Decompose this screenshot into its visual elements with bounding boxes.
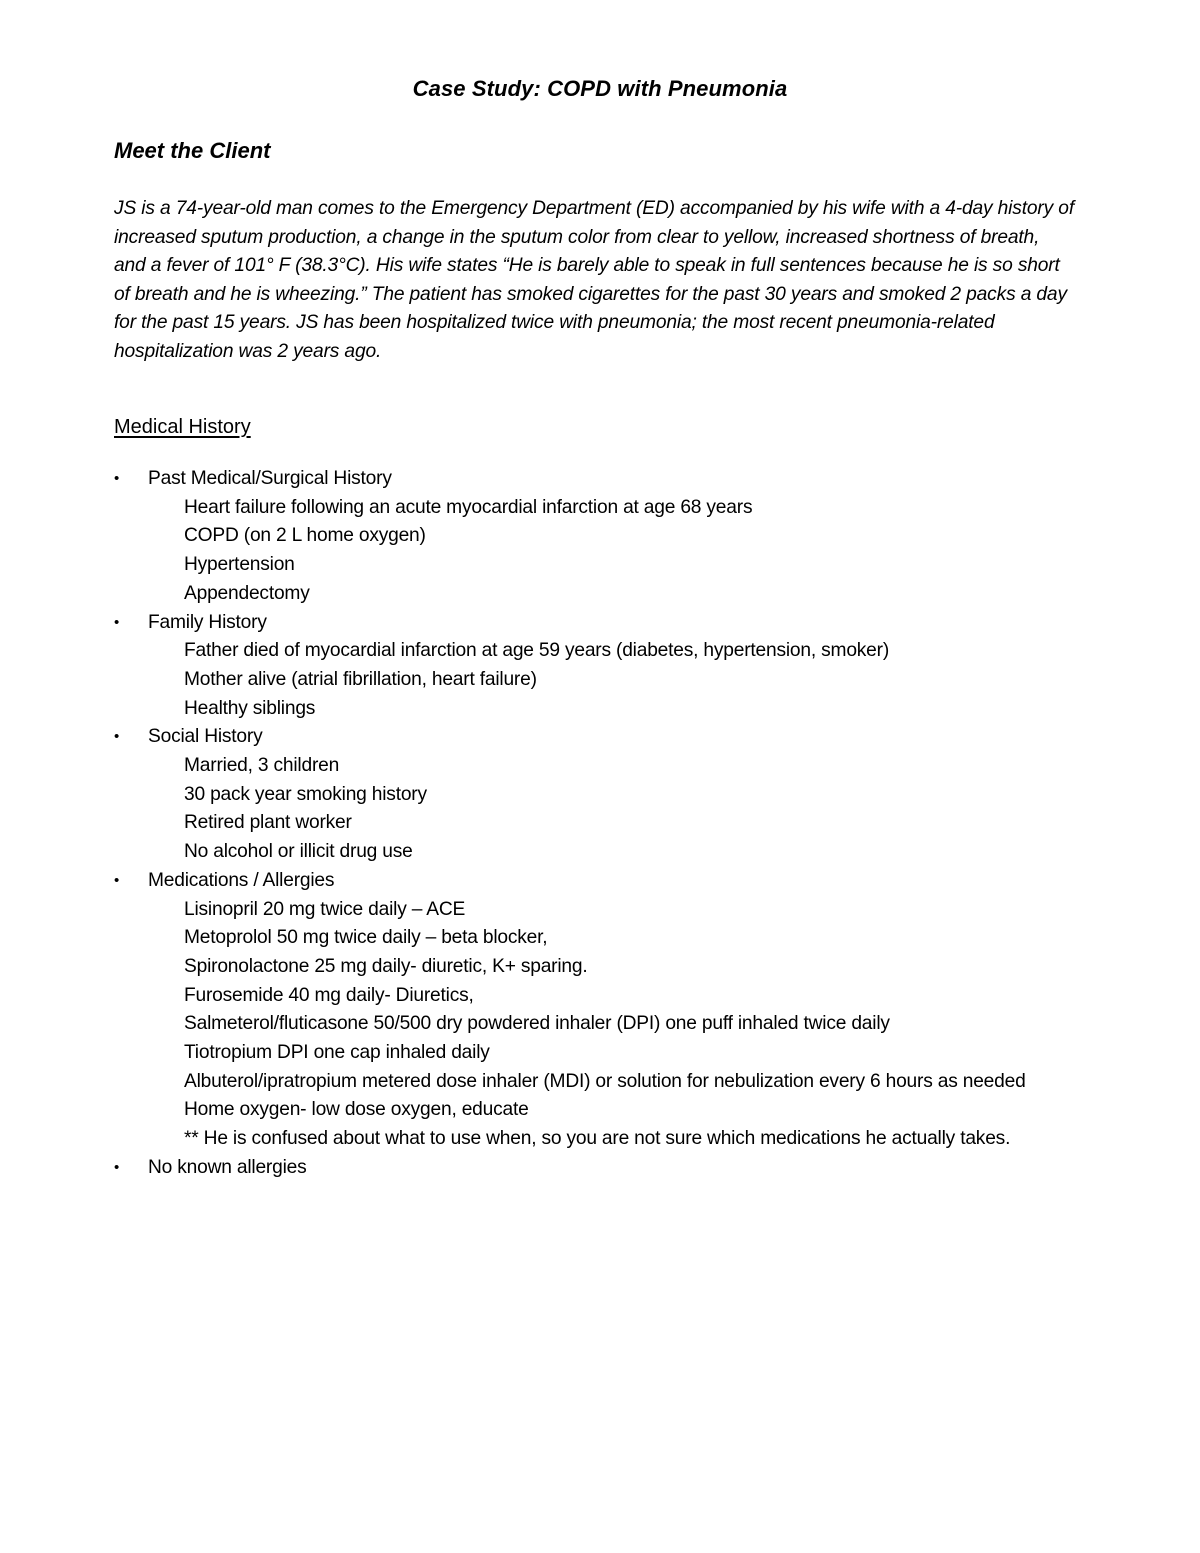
section-label-text: Medications / Allergies [148,869,335,891]
bullet-icon: • [114,613,120,631]
document-title: Case Study: COPD with Pneumonia [412,76,788,101]
history-sub-list [114,752,1094,867]
history-section [114,723,1094,867]
history-list-item: Spironolactone 25 mg daily- diuretic, K+ sparing. [184,955,588,977]
history-section-label [114,723,1094,752]
bullet-icon: • [114,1158,120,1176]
history-list-item: Heart failure following an acute myocardial infarction at age 68 years [184,496,753,518]
medical-history-list [114,465,1094,1183]
history-list-item: Hypertension [184,554,295,576]
bullet-icon: • [114,470,120,487]
history-section-label [114,609,1094,638]
history-sub-list [114,637,1094,723]
medical-history-heading: Medical History [114,416,251,438]
section-label-text: Social History [148,726,263,748]
section-label-text: Past Medical/Surgical History [148,468,392,489]
history-list-item: Furosemide 40 mg daily- Diuretics, [184,984,474,1006]
history-section [114,609,1094,724]
history-list-item: Father died of myocardial infarction at age 59 years (diabetes, hypertension, smoker) [184,640,890,662]
history-list-item: ** He is confused about what to use when, so you are not sure which medications he actually takes. [184,1128,1011,1150]
history-list-item: COPD (on 2 L home oxygen) [184,525,426,547]
history-list-item: Salmeterol/fluticasone 50/500 dry powdered inhaler (DPI) one puff inhaled twice daily [184,1013,890,1035]
section-label-text: No known allergies [148,1156,307,1178]
history-list-item: Mother alive (atrial fibrillation, heart failure) [184,668,537,690]
history-section [114,1154,1094,1183]
intro-paragraph: JS is a 74-year-old man comes to the Emergency Department (ED) accompanied by his wife with a 4-day history of increased sputum production, a change in the sputum color from clear to yellow, increased shortness of breath, and a fever of 101° F (38.3°C). His wife states “He is barely able to speak in full sentences because he is so short of breath and he is wheezing.” The patient has smoked cigarettes for the past 30 years and smoked 2 packs a day for the past 15 years. JS has been hospitalized twice with pneumonia; the most recent pneumonia-related hospitalization was 2 years ago. [114,198,1075,362]
meet-the-client-heading: Meet the Client [114,138,271,163]
history-list-item: Tiotropium DPI one cap inhaled daily [184,1042,490,1064]
bullet-icon: • [114,728,120,746]
history-list-item: 30 pack year smoking history [184,783,427,805]
history-list-item: Retired plant worker [184,812,352,834]
section-label-text: Family History [148,611,267,633]
history-section-label [114,867,1094,896]
history-list-item: Lisinopril 20 mg twice daily – ACE [184,898,466,920]
history-section [114,867,1094,1154]
history-list-item: Healthy siblings [184,697,316,719]
bullet-icon: • [114,871,120,889]
history-list-item: Albuterol/ipratropium metered dose inhaler (MDI) or solution for nebulization every 6 hours as needed [184,1070,1026,1092]
history-section-label [114,465,1094,494]
history-list-item: Home oxygen- low dose oxygen, educate [184,1099,529,1121]
history-list-item: Married, 3 children [184,755,340,777]
history-section-label [114,1154,1094,1183]
history-section [114,465,1094,609]
history-list-item: Metoprolol 50 mg twice daily – beta blocker, [184,927,548,949]
history-sub-list [114,896,1094,1154]
history-list-item: No alcohol or illicit drug use [184,841,413,863]
history-list-item: Appendectomy [184,582,310,604]
history-sub-list [114,494,1094,609]
